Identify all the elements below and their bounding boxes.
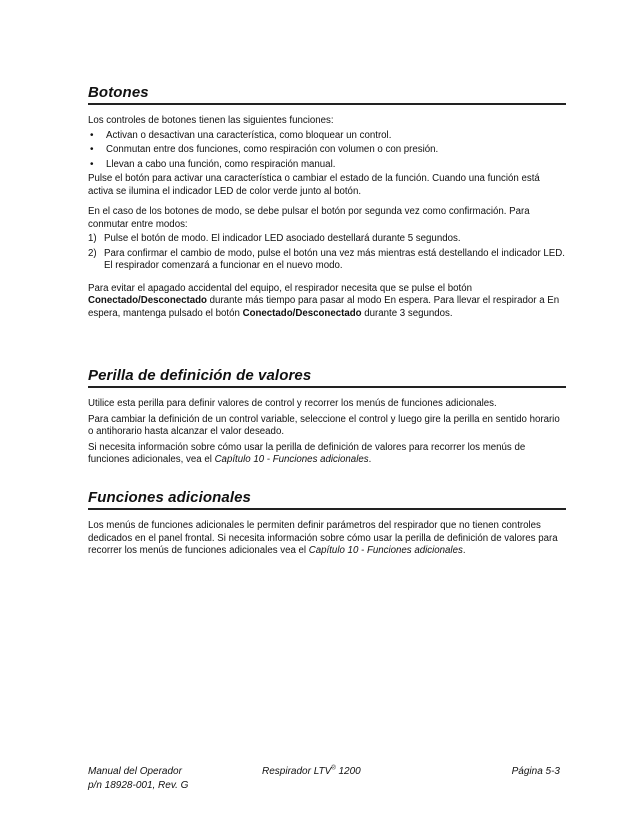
botones-intro: Los controles de botones tienen las siguientes funciones: bbox=[88, 115, 334, 126]
footer-product: Respirador LTV® 1200 bbox=[262, 765, 361, 777]
section-title-funciones: Funciones adicionales bbox=[88, 489, 566, 510]
botones-steps-list bbox=[88, 233, 566, 273]
step-text: Pulse el botón de modo. El indicador LED asociado destellará durante 5 segundos. bbox=[104, 233, 461, 244]
chapter-reference: Capítulo 10 - Funciones adicionales bbox=[214, 454, 369, 465]
botones-paragraph-2: En el caso de los botones de modo, se debe pulsar el botón por segunda vez como confirmación. Para conmutar entre modos: bbox=[88, 206, 530, 230]
footer-left bbox=[88, 765, 188, 793]
section-title-botones: Botones bbox=[88, 84, 566, 105]
botones-paragraph-3: Para evitar el apagado accidental del equipo, el respirador necesita que se pulse el botón Conectado/Desconectado durante más tiempo para pasar al modo En espera. Para llevar el respirador a En espera, mantenga pulsado el botón Conectado/Desconectado durante 3 segundos. bbox=[88, 282, 560, 319]
perilla-paragraph-1: Utilice esta perilla para definir valores de control y recorrer los menús de funciones adicionales. bbox=[88, 398, 497, 409]
list-item: • Llevan a cabo una función, como respiración manual. bbox=[88, 159, 566, 172]
emphasis-text: Conectado/Desconectado bbox=[242, 307, 362, 319]
list-item: • Conmutan entre dos funciones, como respiración con volumen o con presión. bbox=[88, 144, 566, 157]
chapter-reference: Capítulo 10 - Funciones adicionales bbox=[308, 545, 463, 556]
section-botones bbox=[88, 84, 566, 320]
section-funciones bbox=[88, 489, 566, 558]
funciones-paragraph-1: Los menús de funciones adicionales le permiten definir parámetros del respirador que no tienen controles dedicados en el panel frontal. Si necesita información sobre cómo usar la perilla de definición de valores para recorrer los menús de funciones adicionales vea el Capítulo 10 - Funciones adicionales. bbox=[88, 520, 558, 556]
footer-manual-title: Manual del Operador bbox=[88, 766, 182, 777]
perilla-paragraph-3: Si necesita información sobre cómo usar la perilla de definición de valores para recorrer los menús de funciones adicionales, vea el Capítulo 10 - Funciones adicionales. bbox=[88, 441, 526, 465]
emphasis-text: Conectado/Desconectado bbox=[88, 295, 207, 306]
step-number: 2) bbox=[88, 247, 97, 259]
step-text: Para confirmar el cambio de modo, pulse el botón una vez más mientras está destellando el indicador LED. El respirador comenzará a funcionar en el nuevo modo. bbox=[104, 247, 565, 271]
section-perilla bbox=[88, 367, 566, 467]
step-number: 1) bbox=[88, 233, 97, 244]
botones-bullet-list bbox=[88, 130, 566, 172]
footer-part-number: p/n 18928-001, Rev. G bbox=[88, 780, 189, 791]
perilla-paragraph-2: Para cambiar la definición de un control variable, seleccione el control y luego gire la perilla en sentido horario o antihorario hasta alcanzar el valor deseado. bbox=[88, 413, 560, 437]
section-title-perilla: Perilla de definición de valores bbox=[88, 367, 566, 388]
footer-page-number: Página 5-3 bbox=[511, 766, 560, 777]
botones-paragraph-1: Pulse el botón para activar una característica o cambiar el estado de la función. Cuando una función está activa se ilumina el indicador LED de color verde junto al botón. bbox=[88, 173, 540, 197]
list-item bbox=[88, 248, 566, 273]
list-item: • Activan o desactivan una característica, como bloquear un control. bbox=[88, 130, 566, 143]
list-item bbox=[88, 233, 566, 246]
